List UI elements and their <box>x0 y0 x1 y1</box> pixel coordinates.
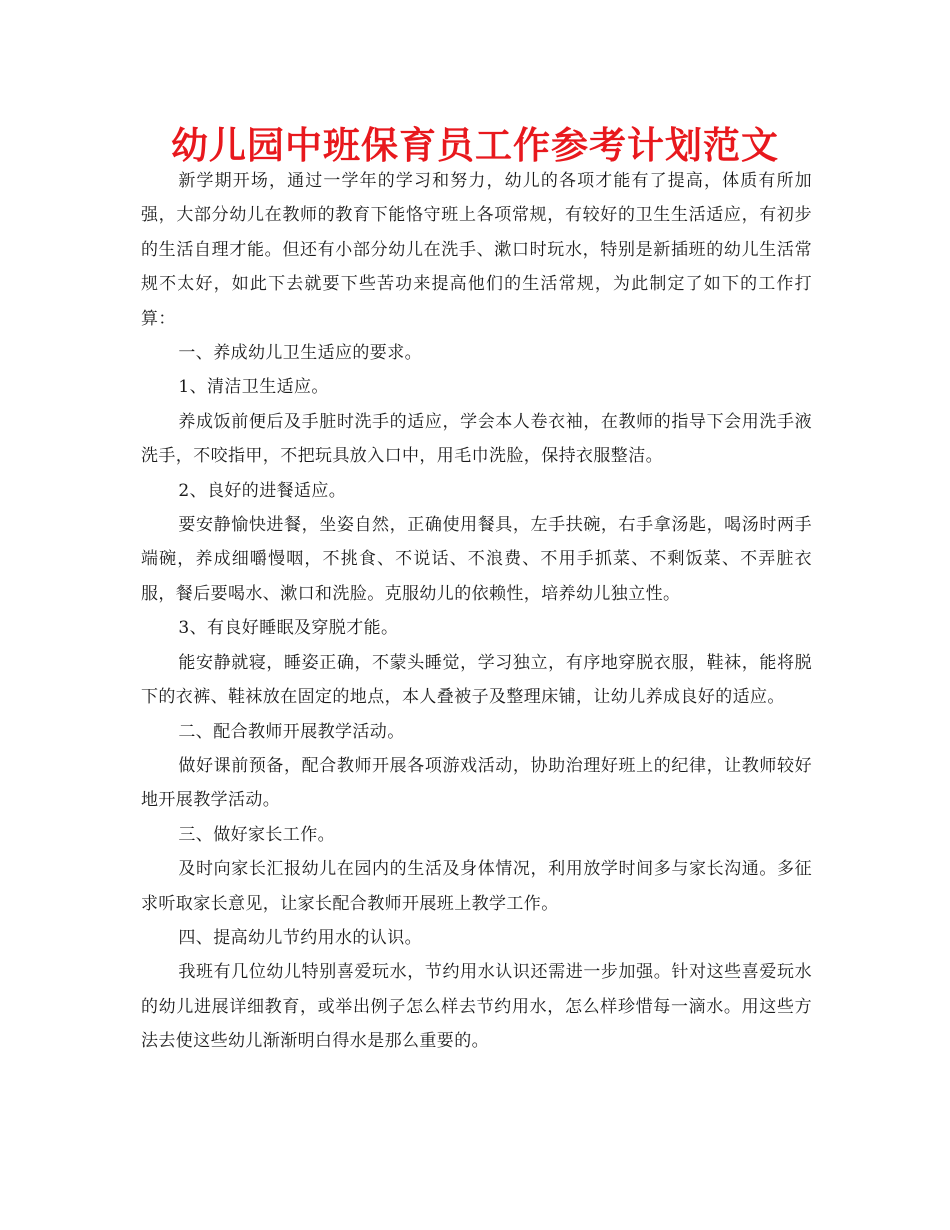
paragraph-cleanliness: 养成饭前便后及手脏时洗手的适应，学会本人卷衣袖，在教师的指导下会用洗手液洗手，不咬指甲，不把玩具放入口中，用毛巾洗脸，保持衣服整洁。 <box>141 411 812 467</box>
paragraph-sleep: 能安静就寝，睡姿正确，不蒙头睡觉，学习独立，有序地穿脱衣服，鞋袜，能将脱下的衣裤、鞋袜放在固定的地点，本人叠被子及整理床铺，让幼儿养成良好的适应。 <box>141 652 812 708</box>
subheading-sleep: 3、有良好睡眠及穿脱才能。 <box>178 618 399 639</box>
paragraph-intro: 新学期开场，通过一学年的学习和努力，幼儿的各项才能有了提高，体质有所加强，大部分幼儿在教师的教育下能恪守班上各项常规，有较好的卫生生活适应，有初步的生活自理才能。但还有小部分幼儿在洗手、漱口时玩水，特别是新插班的幼儿生活常规不太好，如此下去就要下些苦功来提高他们的生活常规，为此制定了如下的工作打算： <box>141 171 812 329</box>
heading-teaching-support: 二、配合教师开展教学活动。 <box>178 721 405 742</box>
paragraph-eating: 要安静愉快进餐，坐姿自然，正确使用餐具，左手扶碗，右手拿汤匙，喝汤时两手端碗，养成细嚼慢咽，不挑食、不说话、不浪费、不用手抓菜、不剩饭菜、不弄脏衣服，餐后要喝水、漱口和洗脸。克服幼儿的依赖性，培养幼儿独立性。 <box>141 515 812 604</box>
heading-hygiene-habits: 一、养成幼儿卫生适应的要求。 <box>178 343 422 364</box>
subheading-cleanliness: 1、清洁卫生适应。 <box>178 377 329 398</box>
paragraph-water-saving: 我班有几位幼儿特别喜爱玩水，节约用水认识还需进一步加强。针对这些喜爱玩水的幼儿进展详细教育，或举出例子怎么样去节约用水，怎么样珍惜每一滴水。用这些方法去使这些幼儿渐渐明白得水是那么重要的。 <box>141 962 812 1052</box>
paragraph-parent-work: 及时向家长汇报幼儿在园内的生活及身体情况，利用放学时间多与家长沟通。多征求听取家长意见，让家长配合教师开展班上教学工作。 <box>141 859 812 914</box>
heading-water-saving: 四、提高幼儿节约用水的认识。 <box>178 927 422 948</box>
paragraph-teaching-support: 做好课前预备，配合教师开展各项游戏活动，协助治理好班上的纪律，让教师较好地开展教学活动。 <box>141 755 812 811</box>
subheading-eating: 2、良好的进餐适应。 <box>178 480 347 501</box>
document-title: 幼儿园中班保育员工作参考计划范文 <box>171 124 779 167</box>
document-body <box>141 164 812 1059</box>
heading-parent-work: 三、做好家长工作。 <box>178 824 335 845</box>
